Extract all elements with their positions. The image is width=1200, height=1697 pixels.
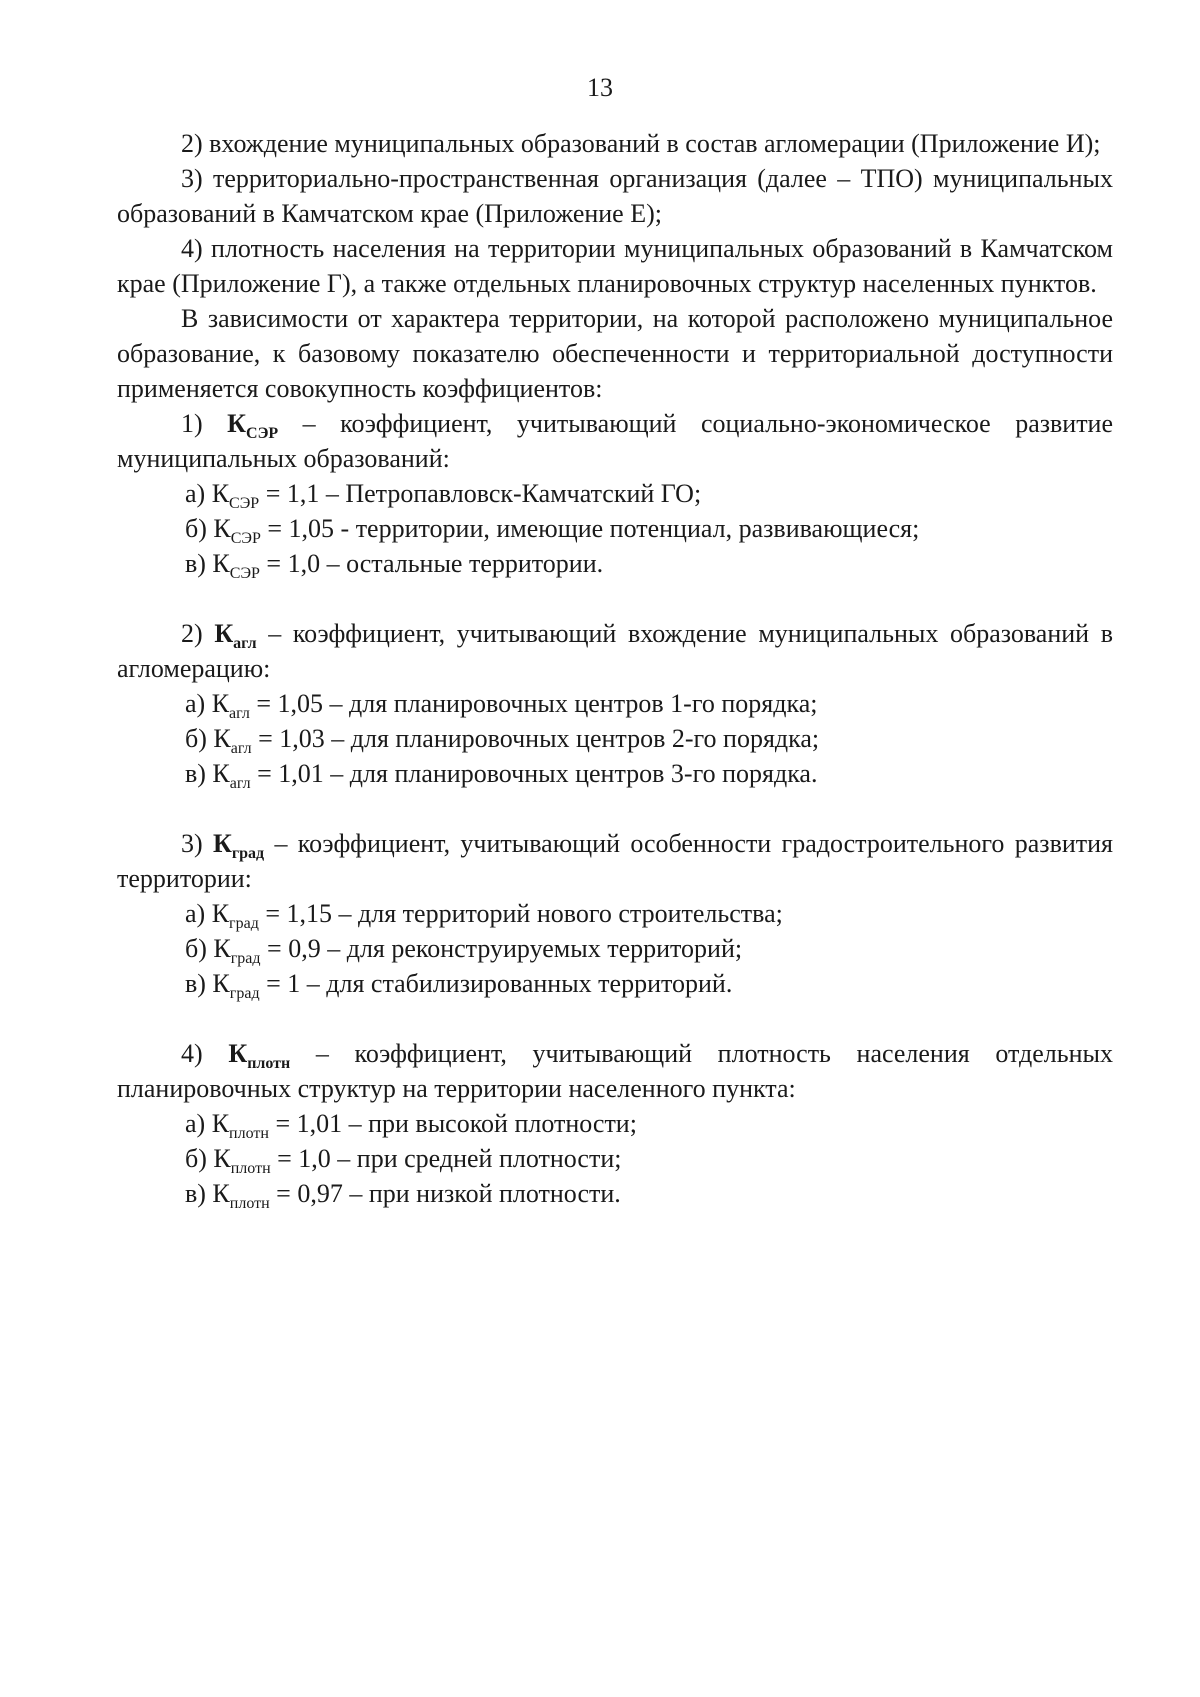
document-body <box>117 126 1113 1211</box>
coefficient-definition <box>117 1036 1113 1106</box>
list-item: б) $К_{град} = 0,9$ – для реконструируемых территорий; <box>185 934 743 967</box>
coefficient-description: – коэффициент, учитывающий особенности градостроительного развития территории: <box>117 829 1114 893</box>
coefficient-number: 4) <box>181 1039 203 1068</box>
item-subscript: агл <box>229 775 251 792</box>
list-item: а) $К_{СЭР} = 1,1$ – Петропавловск-Камчатский ГО; <box>185 479 702 512</box>
item-subscript: агл <box>229 705 250 722</box>
coefficient-section-agl <box>117 616 1113 791</box>
coefficient-definition <box>117 406 1113 476</box>
list-item: а) $К_{плотн} = 1,01$ – при высокой плотности; <box>185 1109 637 1142</box>
paragraph-tpo: 3) территориально-пространственная организация (далее – ТПО) муниципальных образований в Камчатском крае (Приложение Е); <box>117 164 1113 228</box>
list-item: а) $К_{агл} = 1,05$ – для планировочных центров 1-го порядка; <box>185 689 818 722</box>
item-subscript: плотн <box>229 1125 269 1142</box>
page-number: 13 <box>587 73 613 102</box>
list-item: в) $К_{град} = 1$ – для стабилизированных территорий. <box>185 969 733 1002</box>
coefficient-definition <box>117 616 1113 686</box>
coefficient-number: 3) <box>181 829 203 858</box>
coefficient-description: – коэффициент, учитывающий социально-экономическое развитие муниципальных образований: <box>117 409 1114 473</box>
coefficient-description: – коэффициент, учитывающий плотность населения отдельных планировочных структур на территории населенного пункта: <box>117 1039 1114 1103</box>
coefficient-section-grad <box>117 826 1113 1001</box>
paragraph-coefficients-intro: В зависимости от характера территории, на которой расположено муниципальное образование, к базовому показателю обеспеченности и территориальной доступности применяется совокупность коэффициентов: <box>117 304 1113 403</box>
coefficient-symbol: $К_{агл}$ <box>214 619 257 652</box>
list-item: а) $К_{град} = 1,15$ – для территорий нового строительства; <box>185 899 783 932</box>
section-spacer <box>117 1001 1113 1036</box>
coefficient-definition <box>117 826 1113 896</box>
list-item: в) $К_{плотн} = 0,97$ – при низкой плотности. <box>185 1179 621 1212</box>
list-item: в) $К_{агл} = 1,01$ – для планировочных центров 3-го порядка. <box>185 759 818 792</box>
paragraph-density: 4) плотность населения на территории муниципальных образований в Камчатском крае (Приложение Г), а также отдельных планировочных структур населенных пунктов. <box>117 234 1113 298</box>
paragraph-agglomeration: 2) вхождение муниципальных образований в состав агломерации (Приложение И); <box>181 129 1101 158</box>
coefficient-section-ser <box>117 406 1113 581</box>
coefficient-subscript: град <box>231 845 265 862</box>
section-spacer <box>117 581 1113 616</box>
coefficient-symbol: $К_{град}$ <box>213 829 265 862</box>
coefficient-subscript: плотн <box>247 1055 291 1072</box>
coefficient-symbol: $К_{СЭР}$ <box>227 409 279 442</box>
item-subscript: агл <box>230 740 252 757</box>
coefficient-subscript: СЭР <box>246 425 279 442</box>
item-subscript: град <box>229 915 259 932</box>
coefficient-subscript: агл <box>233 635 257 652</box>
coefficient-number: 2) <box>181 619 203 648</box>
list-item: б) $К_{СЭР} = 1,05$ - территории, имеющие потенциал, развивающиеся; <box>185 514 920 547</box>
item-subscript: СЭР <box>229 565 260 582</box>
item-subscript: град <box>230 950 261 967</box>
section-spacer <box>117 791 1113 826</box>
coefficient-section-plotn <box>117 1036 1113 1211</box>
item-subscript: плотн <box>230 1160 271 1177</box>
item-subscript: СЭР <box>229 495 260 512</box>
list-item: в) $К_{СЭР} = 1,0$ – остальные территории. <box>185 549 604 582</box>
item-subscript: град <box>229 985 260 1002</box>
coefficient-description: – коэффициент, учитывающий вхождение муниципальных образований в агломерацию: <box>117 619 1113 683</box>
list-item: б) $К_{плотн} = 1,0$ – при средней плотности; <box>185 1144 622 1177</box>
coefficient-symbol: $К_{плотн}$ <box>228 1039 291 1072</box>
list-item: б) $К_{агл} = 1,03$ – для планировочных центров 2-го порядка; <box>185 724 820 757</box>
item-subscript: плотн <box>229 1195 270 1212</box>
coefficient-number: 1) <box>181 409 203 438</box>
item-subscript: СЭР <box>230 530 261 547</box>
